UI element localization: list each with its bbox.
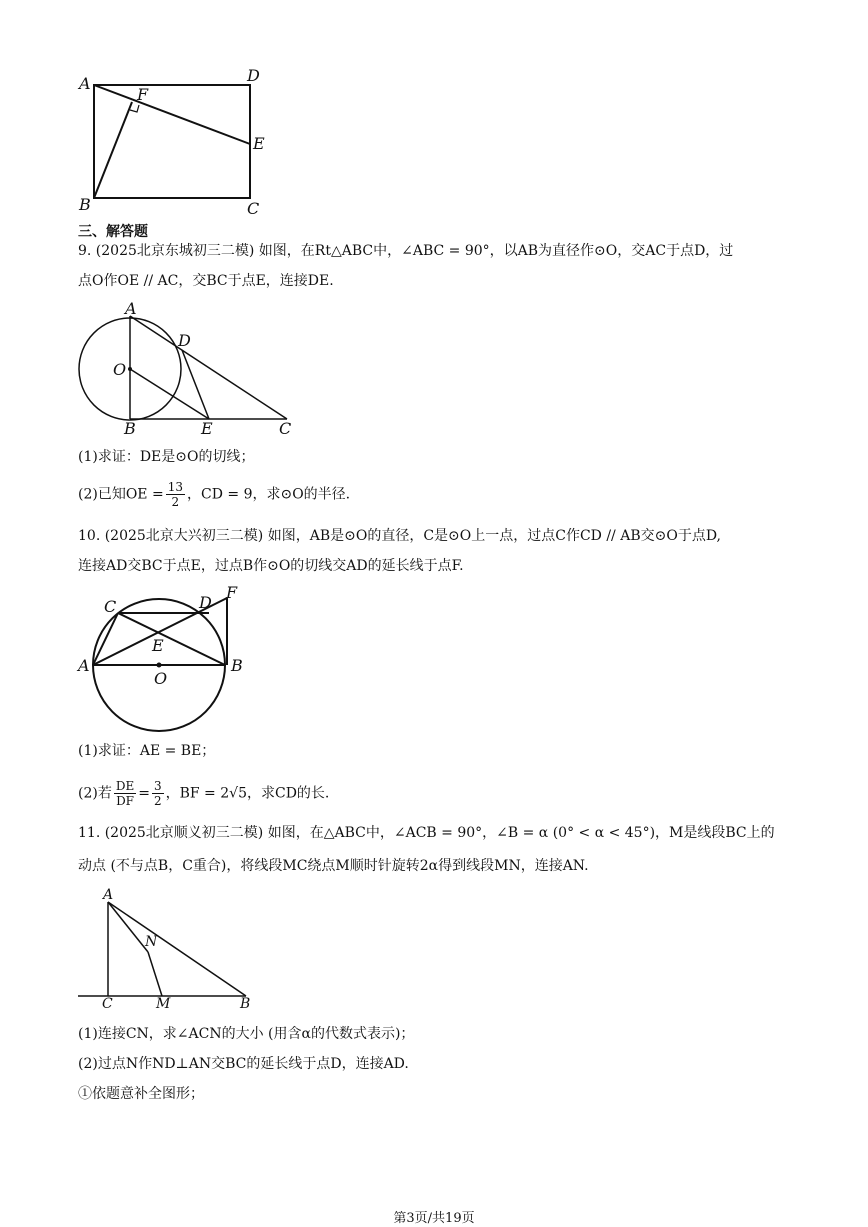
segment-an — [108, 902, 148, 952]
fraction-de-over-df — [114, 779, 136, 808]
label-m: M — [156, 996, 171, 1012]
q10-text-line2: 连接AD交BC于点E，过点B作⊙O的切线交AD的延长线于点F. — [78, 558, 464, 574]
fraction-denominator: 2 — [153, 794, 162, 808]
label-b: B — [124, 419, 136, 438]
label-b: B — [240, 996, 251, 1012]
label-b: B — [79, 195, 91, 214]
q9-part2-prefix: (2)已知OE = — [78, 486, 164, 503]
label-o: O — [113, 360, 127, 379]
segment-bf — [94, 102, 132, 198]
label-a: A — [79, 74, 91, 93]
figure-rectangle-abcd — [70, 64, 280, 220]
segment-ae — [94, 85, 250, 144]
label-c: C — [104, 597, 117, 616]
label-b: B — [231, 656, 243, 675]
q10-text-line1: 10. (2025北京大兴初三二模) 如图，AB是⊙O的直径，C是⊙O上一点，过点C作CD // AB交⊙O于点D, — [78, 528, 722, 544]
fraction-13-over-2 — [166, 480, 185, 509]
equals-sign: = — [138, 785, 150, 802]
label-o: O — [154, 669, 168, 688]
q9-part1: (1)求证：DE是⊙O的切线； — [78, 449, 255, 465]
q11-part2: (2)过点N作ND⊥AN交BC的延长线于点D，连接AD. — [78, 1056, 409, 1072]
fraction-denominator: 2 — [171, 495, 180, 509]
label-a: A — [78, 656, 90, 675]
segment-oe — [130, 369, 209, 419]
q9-part2 — [78, 480, 350, 509]
label-n: N — [145, 934, 158, 950]
segment-ac — [93, 613, 118, 665]
center-point-o — [128, 367, 132, 371]
label-f: F — [226, 583, 238, 602]
label-d: D — [247, 66, 260, 85]
label-c: C — [279, 419, 292, 438]
label-a: A — [103, 887, 114, 903]
label-d: D — [178, 331, 191, 350]
segment-de — [182, 350, 209, 419]
segment-ac — [130, 316, 287, 419]
fraction-numerator: 3 — [153, 779, 162, 793]
label-c: C — [102, 996, 113, 1012]
figure-q9-circle-triangle — [70, 299, 310, 438]
q10-part1: (1)求证：AE = BE； — [78, 743, 216, 759]
q11-text-line2: 动点 (不与点B，C重合)，将线段MC绕点M顺时针旋转2α得到线段MN，连接AN. — [78, 858, 589, 874]
fraction-denominator: DF — [116, 794, 135, 808]
center-point-o — [157, 663, 162, 668]
segment-mn — [148, 952, 162, 996]
q10-part2 — [78, 779, 329, 808]
label-a: A — [125, 299, 137, 318]
segment-ab — [108, 902, 246, 996]
q11-text-line1: 11. (2025北京顺义初三二模) 如图，在△ABC中，∠ACB = 90°，∠B = α (0° < α < 45°)，M是线段BC上的 — [78, 825, 775, 841]
q9-text-line2: 点O作OE // AC，交BC于点E，连接DE. — [78, 273, 334, 289]
q10-part2-prefix: (2)若 — [78, 785, 112, 802]
q10-part2-suffix: ，BF = 2√5，求CD的长. — [165, 785, 330, 802]
figure-q10-circle-chords — [74, 582, 264, 734]
label-c: C — [247, 199, 260, 218]
q11-part1: (1)连接CN，求∠ACN的大小 (用含α的代数式表示)； — [78, 1026, 415, 1042]
q9-part2-suffix: ，CD = 9，求⊙O的半径. — [187, 486, 351, 503]
q9-text-line1: 9. (2025北京东城初三二模) 如图，在Rt△ABC中，∠ABC = 90°，以AB为直径作⊙O，交AC于点D，过 — [78, 243, 734, 259]
label-e: E — [152, 636, 164, 655]
label-d: D — [199, 593, 212, 612]
fraction-numerator: DE — [115, 779, 135, 793]
label-e: E — [253, 134, 265, 153]
fraction-numerator: 13 — [167, 480, 183, 494]
figure-q11-triangle — [74, 884, 264, 1012]
label-e: E — [201, 419, 213, 438]
q11-part2-1: ①依题意补全图形； — [78, 1086, 204, 1102]
section-heading: 三、解答题 — [78, 224, 148, 240]
page-number: 第3页/共19页 — [393, 1211, 475, 1226]
label-f: F — [137, 85, 149, 104]
fraction-3-over-2 — [152, 779, 164, 808]
